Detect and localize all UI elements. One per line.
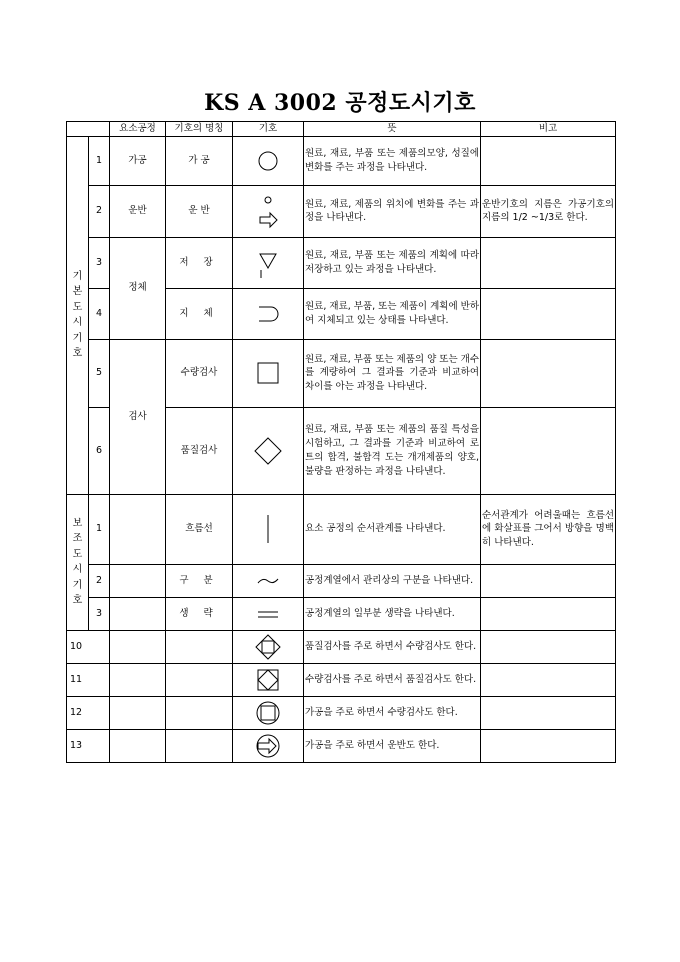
note-cell: 운반기호의 지름은 가공기호의 지름의 1/2 ~1/3로 한다. [481, 185, 616, 237]
row-number: 10 [67, 630, 110, 663]
symbol-cell [233, 407, 304, 494]
symbol-cell [233, 339, 304, 407]
note-cell [481, 339, 616, 407]
symbol-name [166, 185, 233, 237]
table-header-row [67, 122, 616, 137]
symbol-name-text: 지 체 [179, 307, 219, 319]
symbol-name [166, 729, 233, 762]
transport-icon [253, 189, 283, 233]
row-number: 3 [89, 597, 110, 630]
table-row [67, 237, 616, 288]
symbol-table [66, 121, 616, 763]
symbol-cell [233, 696, 304, 729]
header-process: 요소공정 [110, 122, 166, 137]
description: 가공을 주로 하면서 운반도 한다. [304, 729, 481, 762]
description: 원료, 재료, 부품 또는 제품의 양 또는 개수를 계량하여 그 결과를 기준과 비교하여 차이를 아는 과정을 나타낸다. [304, 339, 481, 407]
table-row [67, 339, 616, 407]
header-blank [67, 122, 110, 137]
square-icon [253, 358, 283, 388]
process-cell: 가공 [110, 136, 166, 185]
description: 수량검사를 주로 하면서 품질검사도 한다. [304, 663, 481, 696]
symbol-cell [233, 630, 304, 663]
symbol-name-text: 구 분 [179, 574, 219, 586]
symbol-name-text: 수량검사 [180, 367, 218, 379]
table-row [67, 494, 616, 564]
process-cell: 검사 [110, 339, 166, 494]
table-row [67, 696, 616, 729]
symbol-name-text: 품질검사 [180, 444, 218, 456]
row-number: 1 [89, 494, 110, 564]
symbol-cell [233, 237, 304, 288]
symbol-name-text: 저 장 [179, 256, 219, 268]
symbol-name-text: 흐름선 [185, 523, 213, 535]
symbol-name-text: 가 공 [188, 154, 210, 166]
note-cell: 순서관계가 어려울때는 흐름선에 화살표를 그어서 방향을 명백히 나타낸다. [481, 494, 616, 564]
symbol-cell [233, 564, 304, 597]
note-cell [481, 564, 616, 597]
symbol-name [166, 288, 233, 339]
note-cell [481, 663, 616, 696]
table-row [67, 185, 616, 237]
group-basic [67, 136, 89, 494]
delay-icon [253, 302, 283, 326]
double-line-icon [253, 606, 283, 622]
header-meaning: 뜻 [304, 122, 481, 137]
description: 원료, 재료, 부품 또는 제품의 계획에 따라 저장하고 있는 과정을 나타낸다. [304, 237, 481, 288]
symbol-name [166, 597, 233, 630]
process-cell [110, 663, 166, 696]
note-cell [481, 288, 616, 339]
circle-icon [253, 146, 283, 176]
symbol-cell [233, 288, 304, 339]
description: 원료, 재료, 부품 또는 제품의 품질 특성을 시험하고, 그 결과를 기준과 비교하여 로트의 합격, 불합격 도는 개개제품의 양호, 불량을 판정하는 과정을 나타낸다. [304, 407, 481, 494]
table-row [67, 564, 616, 597]
circle-with-arrow-icon [253, 731, 283, 761]
symbol-name-text: 운 반 [188, 205, 210, 217]
table-row [67, 729, 616, 762]
row-number: 3 [89, 237, 110, 288]
group-aux-label: 보 조 도 시 기 호 [72, 517, 83, 607]
description: 원료, 재료, 제품의 위치에 변화를 주는 과정을 나타낸다. [304, 185, 481, 237]
symbol-name [166, 237, 233, 288]
description: 원료, 재료, 부품 또는 제품의모양, 성질에 변화를 주는 과정을 나타낸다. [304, 136, 481, 185]
wave-icon [253, 573, 283, 589]
table-row [67, 597, 616, 630]
row-number: 11 [67, 663, 110, 696]
process-cell: 정체 [110, 237, 166, 339]
note-cell [481, 729, 616, 762]
header-symbol-name: 기호의 명칭 [166, 122, 233, 137]
symbol-name [166, 663, 233, 696]
note-cell [481, 696, 616, 729]
symbol-name [166, 494, 233, 564]
process-cell [110, 564, 166, 597]
description: 가공을 주로 하면서 수량검사도 한다. [304, 696, 481, 729]
description: 공정계열의 일부분 생략을 나타낸다. [304, 597, 481, 630]
storage-triangle-icon [253, 246, 283, 280]
symbol-name-text: 생 략 [179, 607, 219, 619]
diamond-in-square-icon [253, 632, 283, 662]
symbol-name [166, 339, 233, 407]
symbol-cell [233, 136, 304, 185]
note-cell [481, 136, 616, 185]
row-number: 4 [89, 288, 110, 339]
symbol-name [166, 696, 233, 729]
process-cell [110, 597, 166, 630]
symbol-name [166, 630, 233, 663]
symbol-cell [233, 185, 304, 237]
group-aux [67, 494, 89, 630]
symbol-name [166, 407, 233, 494]
symbol-cell [233, 663, 304, 696]
description: 품질검사를 주로 하면서 수량검사도 한다. [304, 630, 481, 663]
symbol-name [166, 564, 233, 597]
row-number: 6 [89, 407, 110, 494]
group-basic-label: 기 본 도 시 기 호 [72, 270, 83, 360]
process-cell [110, 729, 166, 762]
process-cell: 운반 [110, 185, 166, 237]
process-cell [110, 696, 166, 729]
table-row [67, 136, 616, 185]
symbol-cell [233, 494, 304, 564]
row-number: 12 [67, 696, 110, 729]
table-row [67, 663, 616, 696]
row-number: 2 [89, 185, 110, 237]
note-cell [481, 630, 616, 663]
circle-with-square-icon [253, 698, 283, 728]
square-with-diamond-icon [253, 665, 283, 695]
note-cell [481, 407, 616, 494]
row-number: 5 [89, 339, 110, 407]
note-cell [481, 597, 616, 630]
process-cell [110, 494, 166, 564]
symbol-name [166, 136, 233, 185]
note-cell [481, 237, 616, 288]
row-number: 2 [89, 564, 110, 597]
page-title: KS A 3002 공정도시기호 [204, 90, 476, 116]
process-cell [110, 630, 166, 663]
header-note: 비고 [481, 122, 616, 137]
row-number: 13 [67, 729, 110, 762]
diamond-icon [251, 434, 285, 468]
flow-line-icon [258, 512, 278, 546]
description: 원료, 재료, 부품, 또는 제품이 계획에 반하여 지체되고 있는 상태를 나타낸다. [304, 288, 481, 339]
description: 공정계열에서 관리상의 구분을 나타낸다. [304, 564, 481, 597]
description: 요소 공정의 순서관계를 나타낸다. [304, 494, 481, 564]
symbol-cell [233, 597, 304, 630]
symbol-cell [233, 729, 304, 762]
table-row [67, 630, 616, 663]
header-symbol: 기호 [233, 122, 304, 137]
row-number: 1 [89, 136, 110, 185]
